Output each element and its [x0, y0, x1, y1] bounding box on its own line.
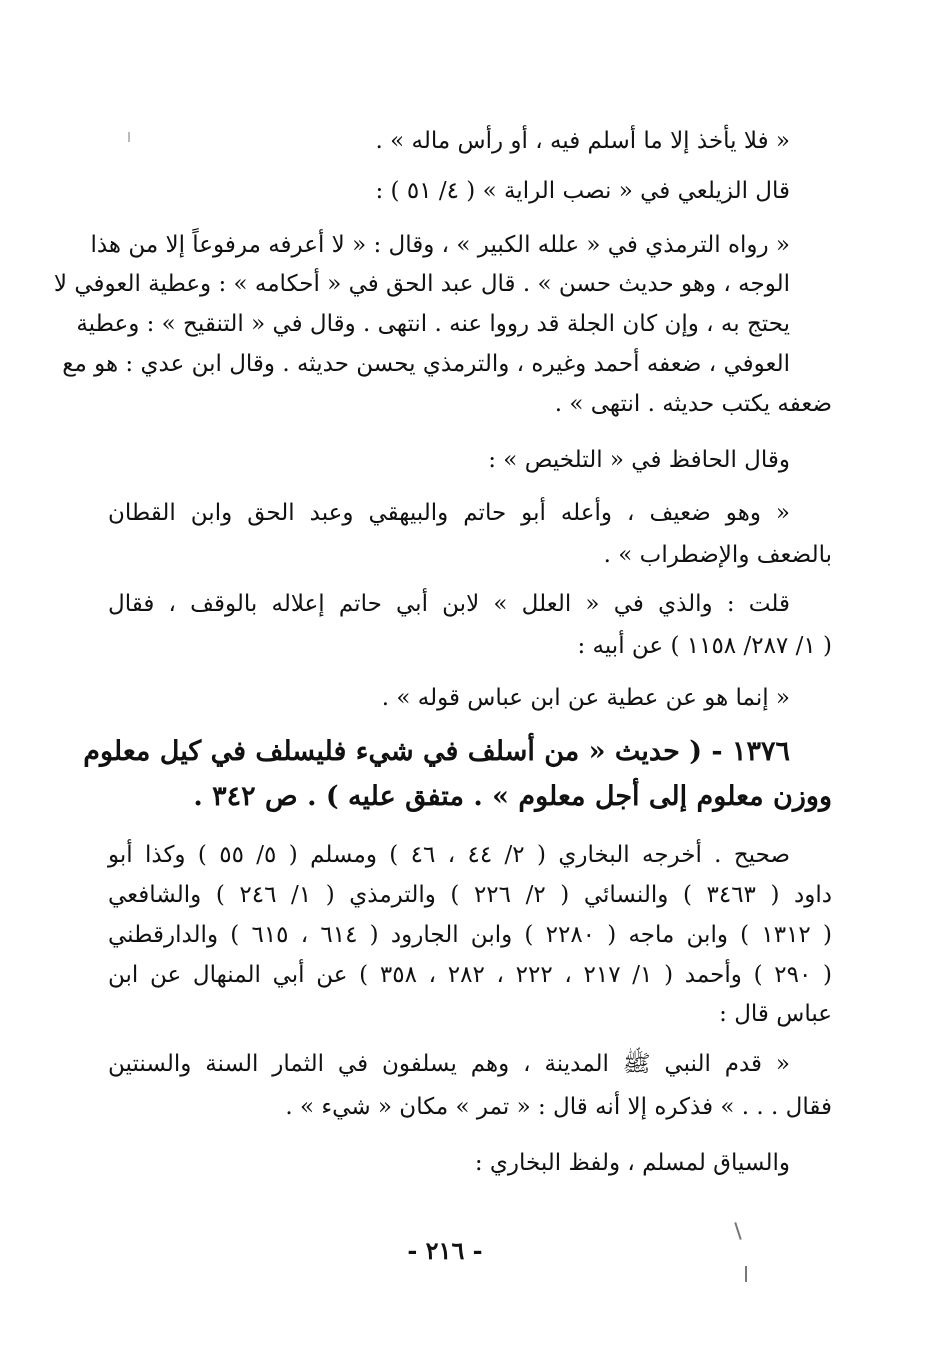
text-line: قال الزيلعي في « نصب الراية » ( ٤/ ٥١ ) :	[375, 178, 790, 204]
text-line: بالضعف والإضطراب » .	[603, 542, 832, 568]
text-line: ( ٢٩٠ ) وأحمد ( ١/ ٢١٧ ، ٢٢٢ ، ٢٨٢ ، ٣٥٨ ) عن أبي المنهال عن ابن	[108, 962, 832, 988]
hadith-heading: ووزن معلوم إلى أجل معلوم » . متفق عليه ) . ص ٣٤٢ .	[193, 781, 832, 812]
text-line: « قدم النبي ﷺ المدينة ، وهم يسلفون في الثمار السنة والسنتين	[108, 1051, 790, 1077]
text-line: « وهو ضعيف ، وأعله أبو حاتم والبيهقي وعبد الحق وابن القطان	[108, 500, 790, 526]
text-line: قلت : والذي في « العلل » لابن أبي حاتم إعلاله بالوقف ، فقال	[108, 591, 790, 617]
text-line: يحتج به ، وإن كان الجلة قد رووا عنه . انتهى . وقال في « التنقيح » : وعطية	[76, 311, 790, 337]
page-number: - ٢١٦ -	[407, 1236, 483, 1265]
text-line: « إنما هو عن عطية عن ابن عباس قوله » .	[381, 685, 790, 711]
text-line: ( ١/ ٢٨٧/ ١١٥٨ ) عن أبيه :	[577, 633, 832, 659]
text-line: ضعفه يكتب حديثه . انتهى » .	[554, 391, 832, 417]
text-line: العوفي ، ضعفه أحمد وغيره ، والترمذي يحسن حديثه . وقال ابن عدي : هو مع	[62, 351, 790, 377]
scan-mark	[128, 132, 130, 142]
text-line: عباس قال :	[719, 1001, 832, 1027]
text-line: ( ١٣١٢ ) وابن ماجه ( ٢٢٨٠ ) وابن الجارود ( ٦١٤ ، ٦١٥ ) والدارقطني	[108, 922, 832, 948]
scan-mark	[745, 1266, 747, 1282]
text-line: « رواه الترمذي في « علله الكبير » ، وقال : « لا أعرفه مرفوعاً إلا من هذا	[90, 232, 790, 258]
text-line: داود ( ٣٤٦٣ ) والنسائي ( ٢/ ٢٢٦ ) والترمذي ( ١/ ٢٤٦ ) والشافعي	[108, 882, 833, 908]
text-line: « فلا يأخذ إلا ما أسلم فيه ، أو رأس ماله » .	[375, 128, 790, 154]
hadith-heading: ١٣٧٦ - ( حديث « من أسلف في شيء فليسلف في كيل معلوم	[83, 736, 790, 767]
text-line: الوجه ، وهو حديث حسن » . قال عبد الحق في « أحكامه » : وعطية العوفي لا	[53, 271, 790, 297]
text-line: فقال . . . » فذكره إلا أنه قال : « تمر » مكان « شيء » .	[285, 1094, 832, 1120]
text-line: والسياق لمسلم ، ولفظ البخاري :	[474, 1150, 790, 1176]
text-line: صحيح . أخرجه البخاري ( ٢/ ٤٤ ، ٤٦ ) ومسلم ( ٥/ ٥٥ ) وكذا أبو	[108, 842, 791, 868]
text-line: وقال الحافظ في « التلخيص » :	[488, 447, 790, 473]
